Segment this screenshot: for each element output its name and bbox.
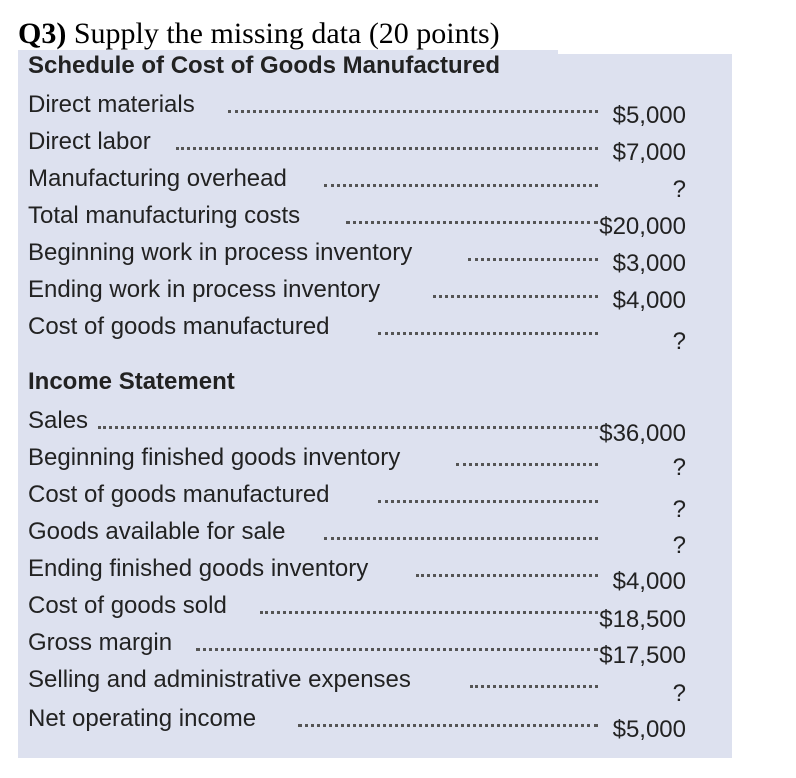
cogm-value-direct-materials: $5,000 (612, 102, 686, 129)
dot-leader (378, 500, 598, 503)
cogm-row-cost-of-goods-manufactured (28, 310, 598, 344)
row-label: Total manufacturing costs (28, 202, 301, 229)
income-row-cost-of-goods-sold (28, 589, 598, 623)
cogm-row-beginning-wip (28, 236, 598, 270)
dot-leader (324, 537, 598, 540)
row-label: Ending finished goods inventory (28, 555, 369, 582)
dot-leader (470, 685, 598, 688)
dot-leader (228, 110, 598, 113)
row-label: Cost of goods sold (28, 592, 227, 619)
income-row-sales (28, 404, 598, 438)
row-label: Goods available for sale (28, 518, 286, 545)
income-value-cost-of-goods-manufactured: ? (672, 496, 686, 523)
cogm-row-direct-materials (28, 88, 598, 122)
row-label: Selling and administrative expenses (28, 666, 411, 693)
panel-top-strip (558, 50, 732, 54)
dot-leader (456, 463, 598, 466)
cogm-value-beginning-wip: $3,000 (612, 250, 686, 277)
cogm-title: Schedule of Cost of Goods Manufactured (28, 52, 501, 79)
dot-leader (468, 258, 598, 261)
income-value-goods-available: ? (672, 532, 686, 559)
row-label: Gross margin (28, 629, 173, 656)
dot-leader (324, 184, 598, 187)
income-value-sales: $36,000 (599, 420, 686, 447)
dot-leader (260, 611, 598, 614)
row-label: Direct labor (28, 128, 151, 155)
cogm-value-direct-labor: $7,000 (612, 139, 686, 166)
dot-leader (433, 295, 598, 298)
income-value-ending-fg: $4,000 (612, 568, 686, 595)
cogm-value-cost-of-goods-manufactured: ? (672, 328, 686, 355)
dot-leader (176, 147, 598, 150)
cogm-value-total-manufacturing-costs: $20,000 (599, 213, 686, 240)
row-label: Beginning finished goods inventory (28, 444, 401, 471)
dot-leader (98, 426, 598, 429)
row-label: Sales (28, 407, 89, 434)
cogm-row-direct-labor (28, 125, 598, 159)
income-row-beginning-fg (28, 441, 598, 475)
cogm-row-ending-wip (28, 273, 598, 307)
income-value-selling-admin: ? (672, 680, 686, 707)
income-value-beginning-fg: ? (672, 454, 686, 481)
dot-leader (196, 648, 598, 651)
row-label: Ending work in process inventory (28, 276, 381, 303)
dot-leader (298, 724, 598, 727)
dot-leader (378, 332, 598, 335)
income-row-gross-margin (28, 626, 598, 660)
row-label: Cost of goods manufactured (28, 313, 330, 340)
cogm-row-total-manufacturing-costs (28, 199, 598, 233)
cogm-row-manufacturing-overhead (28, 162, 598, 196)
income-value-gross-margin: $17,500 (599, 642, 686, 669)
row-label: Cost of goods manufactured (28, 481, 330, 508)
dot-leader (416, 574, 598, 577)
row-label: Beginning work in process inventory (28, 239, 413, 266)
income-row-goods-available (28, 515, 598, 549)
question-number: Q3) (18, 17, 67, 50)
income-row-cost-of-goods-manufactured (28, 478, 598, 512)
dot-leader (346, 221, 598, 224)
row-label: Net operating income (28, 705, 257, 732)
income-row-selling-admin (28, 663, 598, 697)
question-text: Supply the missing data (20 points) (73, 17, 500, 50)
income-value-cost-of-goods-sold: $18,500 (599, 606, 686, 633)
question-heading (18, 16, 500, 52)
schedule-panel (18, 50, 732, 758)
income-title: Income Statement (28, 368, 235, 395)
cogm-value-manufacturing-overhead: ? (672, 176, 686, 203)
row-label: Direct materials (28, 91, 195, 118)
income-row-ending-fg (28, 552, 598, 586)
income-row-net-operating-income (28, 702, 598, 736)
income-value-net-operating-income: $5,000 (612, 716, 686, 743)
row-label: Manufacturing overhead (28, 165, 287, 192)
cogm-value-ending-wip: $4,000 (612, 287, 686, 314)
